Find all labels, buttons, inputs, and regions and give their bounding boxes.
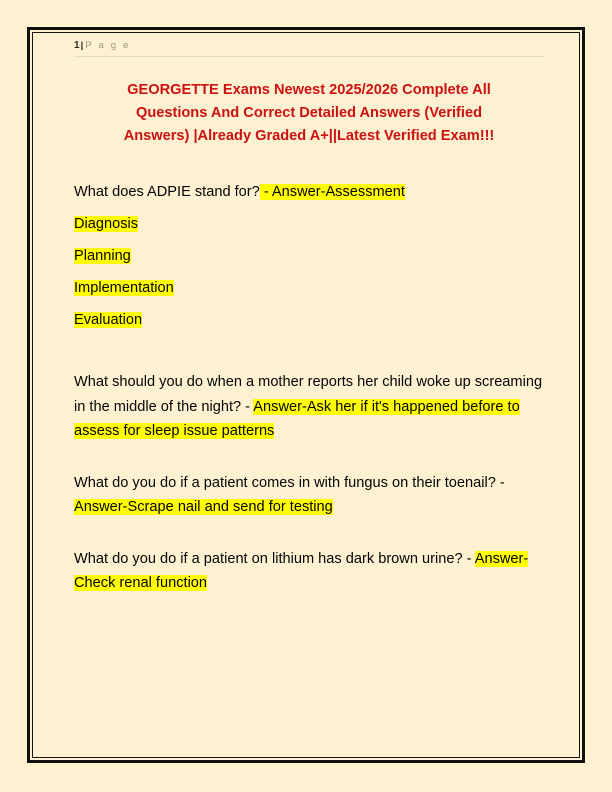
header-divider <box>74 56 544 57</box>
question-text: What do you do if a patient comes in with fungus on their toenail? - <box>74 474 505 491</box>
question-text: What do you do if a patient on lithium has dark brown urine? - <box>74 550 475 567</box>
answer-highlight: Answer-Scrape nail and send for testing <box>74 499 333 515</box>
answer-highlight: - Answer-Assessment <box>259 184 405 200</box>
answer-highlight: Diagnosis <box>74 216 139 232</box>
page-number: 1 <box>74 40 80 51</box>
answer-line-planning <box>74 240 544 272</box>
answer-highlight: Answer-Check renal function <box>74 550 529 591</box>
title-line-3: Answers) |Already Graded A+||Latest Verified Exam!!! <box>123 128 495 144</box>
answer-line-evaluation <box>74 304 544 336</box>
qa-item-lithium-dark-urine <box>74 547 544 596</box>
answer-highlight: Answer-Ask her if it's happened before to assess for sleep issue patterns <box>74 398 520 439</box>
answer-highlight: Planning <box>74 248 131 264</box>
answer-line-diagnosis <box>74 208 544 240</box>
question-text: What does ADPIE stand for? <box>74 184 260 200</box>
answer-line-implementation <box>74 272 544 304</box>
title-line-2: Questions And Correct Detailed Answers (Verified <box>135 105 482 121</box>
document-title <box>74 79 544 148</box>
qa-item-adpie <box>74 176 544 336</box>
page-header <box>74 39 544 55</box>
page-border-frame <box>27 27 585 763</box>
question-text: What should you do when a mother reports her child woke up screaming in the middle of the night? - <box>74 374 543 415</box>
page-header-label: P a g e <box>85 40 131 51</box>
qa-item-toenail-fungus <box>74 471 544 520</box>
page-header-separator: | <box>80 40 84 51</box>
title-line-1: GEORGETTE Exams Newest 2025/2026 Complete All <box>127 82 491 98</box>
document-content <box>74 39 544 596</box>
qa-item-child-woke-screaming <box>74 370 544 444</box>
answer-highlight: Implementation <box>74 280 174 296</box>
answer-highlight: Evaluation <box>74 312 143 328</box>
